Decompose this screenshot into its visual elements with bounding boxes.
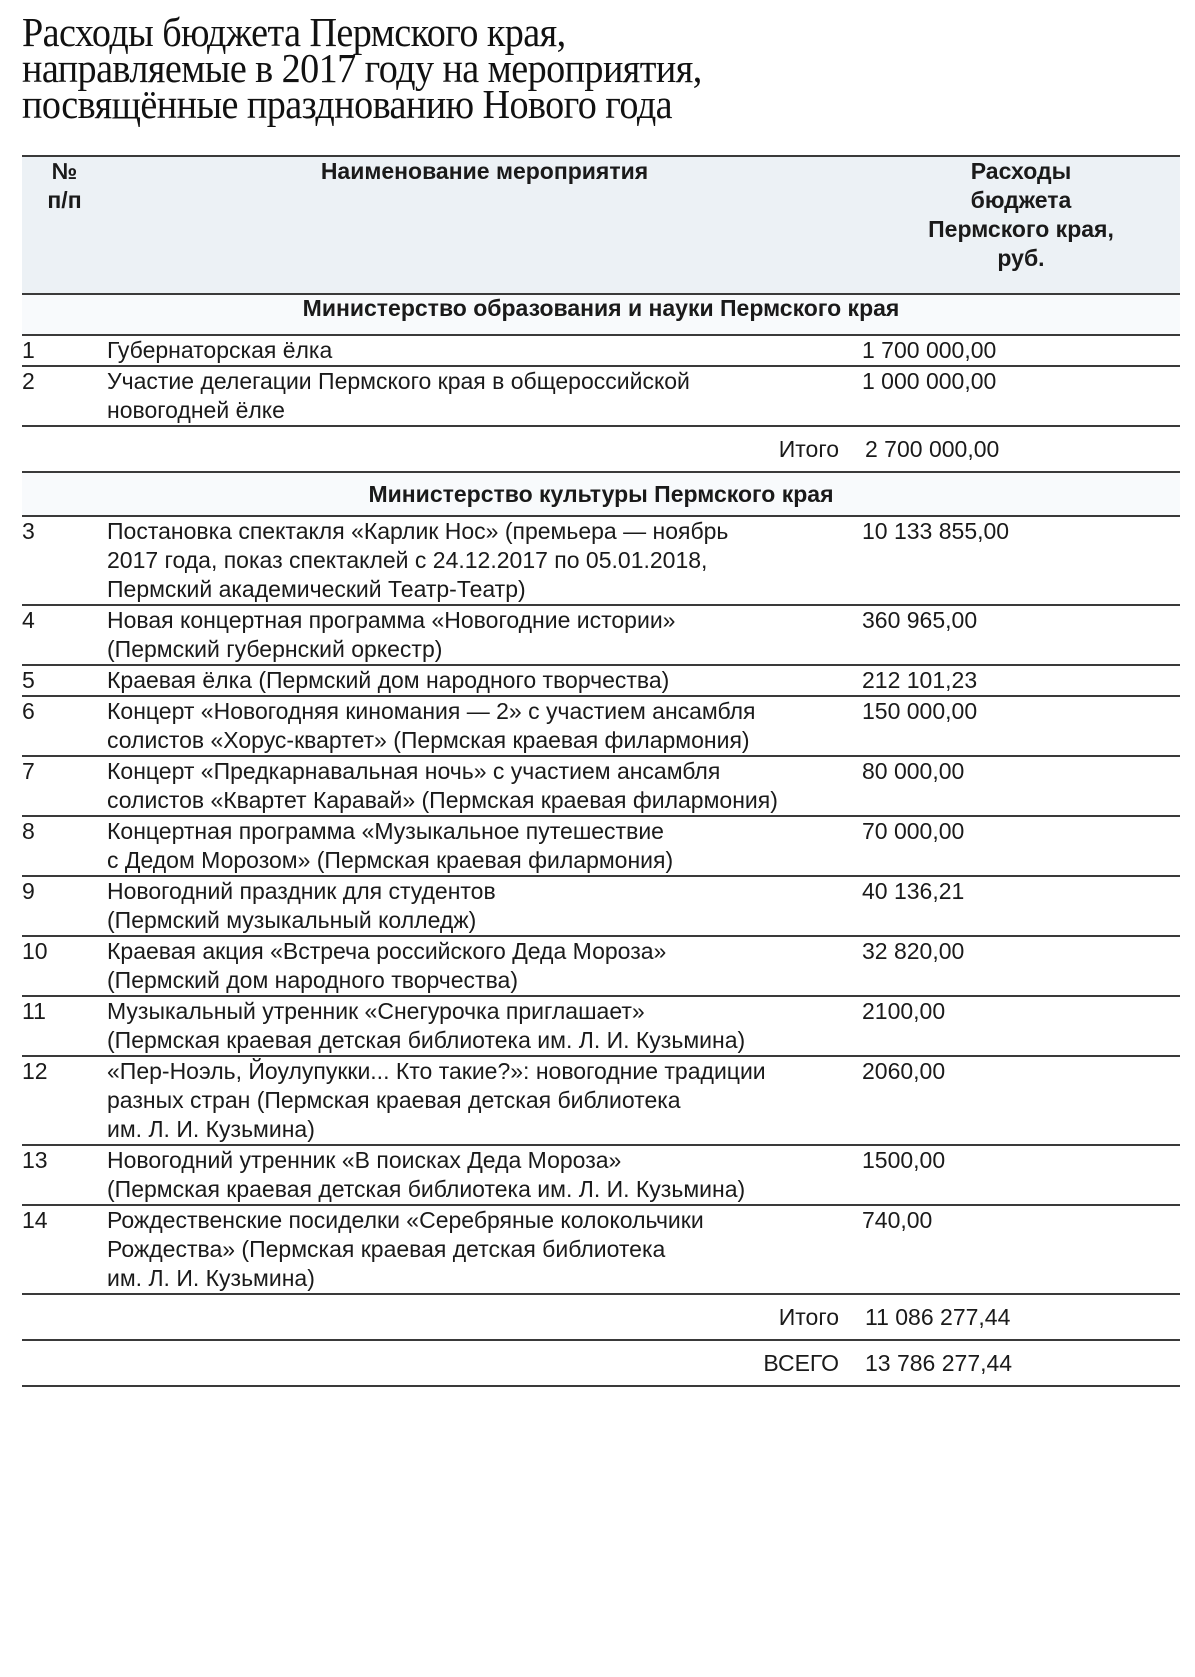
table-row — [22, 1145, 1180, 1205]
row-event-name: Краевая акция «Встреча российского Деда Мороза» (Пермский дом народного творчества) — [107, 936, 862, 996]
grand-total-value: 13 786 277,44 — [862, 1340, 1180, 1386]
subtotal-value: 2 700 000,00 — [862, 426, 1180, 472]
row-amount: 150 000,00 — [862, 696, 1180, 756]
row-amount: 40 136,21 — [862, 876, 1180, 936]
row-number: 4 — [22, 605, 107, 665]
row-amount: 80 000,00 — [862, 756, 1180, 816]
row-event-name: Концерт «Новогодняя киномания — 2» с участием ансамбля солистов «Хорус-квартет» (Пермская краевая филармония) — [107, 696, 862, 756]
row-number: 8 — [22, 816, 107, 876]
row-amount: 1500,00 — [862, 1145, 1180, 1205]
table-row — [22, 1205, 1180, 1294]
row-number: 3 — [22, 516, 107, 605]
row-number: 11 — [22, 996, 107, 1056]
row-number: 14 — [22, 1205, 107, 1294]
row-number: 13 — [22, 1145, 107, 1205]
header-event-name: Наименование мероприятия — [107, 156, 862, 294]
subtotal-row-education — [22, 426, 1180, 472]
section-header-education: Министерство образования и науки Пермского края — [22, 294, 1180, 335]
table-row — [22, 366, 1180, 426]
row-number: 7 — [22, 756, 107, 816]
title-line-2: направляемые в 2017 году на мероприятия, — [22, 45, 702, 91]
row-event-name: Рождественские посиделки «Серебряные колокольчики Рождества» (Пермская краевая детская библиотека им. Л. И. Кузьмина) — [107, 1205, 862, 1294]
row-event-name: Музыкальный утренник «Снегурочка приглашает» (Пермская краевая детская библиотека им. Л. И. Кузьмина) — [107, 996, 862, 1056]
subtotal-value: 11 086 277,44 — [862, 1294, 1180, 1340]
row-event-name: Краевая ёлка (Пермский дом народного творчества) — [107, 665, 862, 696]
table-row — [22, 605, 1180, 665]
row-event-name: Новогодний утренник «В поисках Деда Мороза» (Пермская краевая детская библиотека им. Л. И. Кузьмина) — [107, 1145, 862, 1205]
row-number: 1 — [22, 335, 107, 366]
row-amount: 212 101,23 — [862, 665, 1180, 696]
subtotal-row-culture — [22, 1294, 1180, 1340]
row-amount: 10 133 855,00 — [862, 516, 1180, 605]
row-number: 2 — [22, 366, 107, 426]
row-event-name: Губернаторская ёлка — [107, 335, 862, 366]
table-row — [22, 816, 1180, 876]
section-header-culture: Министерство культуры Пермского края — [22, 472, 1180, 516]
row-event-name: Концертная программа «Музыкальное путешествие с Дедом Морозом» (Пермская краевая филармония) — [107, 816, 862, 876]
grand-total-row — [22, 1340, 1180, 1386]
table-row — [22, 996, 1180, 1056]
subtotal-label: Итого — [22, 426, 862, 472]
table-row — [22, 756, 1180, 816]
table-row — [22, 335, 1180, 366]
row-event-name: Постановка спектакля «Карлик Нос» (премьера — ноябрь 2017 года, показ спектаклей с 24.12.2017 по 05.01.2018, Пермский академический Театр-Театр) — [107, 516, 862, 605]
table-row — [22, 936, 1180, 996]
table-row — [22, 665, 1180, 696]
table-row — [22, 1056, 1180, 1145]
row-amount: 1 700 000,00 — [862, 335, 1180, 366]
row-event-name: «Пер-Ноэль, Йоулупукки... Кто такие?»: новогодние традиции разных стран (Пермская краевая детская библиотека им. Л. И. Кузьмина) — [107, 1056, 862, 1145]
grand-total-label: ВСЕГО — [22, 1340, 862, 1386]
row-event-name: Концерт «Предкарнавальная ночь» с участием ансамбля солистов «Квартет Каравай» (Пермская краевая филармония) — [107, 756, 862, 816]
row-amount: 2060,00 — [862, 1056, 1180, 1145]
row-event-name: Участие делегации Пермского края в общероссийской новогодней ёлке — [107, 366, 862, 426]
page-title — [22, 9, 1092, 127]
row-amount: 70 000,00 — [862, 816, 1180, 876]
row-number: 9 — [22, 876, 107, 936]
title-line-1: Расходы бюджета Пермского края, — [22, 9, 566, 55]
title-line-3: посвящённые празднованию Нового года — [22, 81, 673, 127]
row-number: 5 — [22, 665, 107, 696]
subtotal-label: Итого — [22, 1294, 862, 1340]
budget-table — [22, 155, 1180, 1387]
row-number: 12 — [22, 1056, 107, 1145]
table-row — [22, 516, 1180, 605]
table-header-row — [22, 156, 1180, 294]
row-event-name: Новогодний праздник для студентов (Пермский музыкальный колледж) — [107, 876, 862, 936]
row-amount: 32 820,00 — [862, 936, 1180, 996]
row-amount: 1 000 000,00 — [862, 366, 1180, 426]
row-amount: 360 965,00 — [862, 605, 1180, 665]
row-number: 6 — [22, 696, 107, 756]
header-number: № п/п — [22, 156, 107, 294]
row-amount: 2100,00 — [862, 996, 1180, 1056]
table-row — [22, 696, 1180, 756]
row-event-name: Новая концертная программа «Новогодние истории» (Пермский губернский оркестр) — [107, 605, 862, 665]
row-amount: 740,00 — [862, 1205, 1180, 1294]
row-number: 10 — [22, 936, 107, 996]
header-amount: Расходы бюджета Пермского края, руб. — [862, 156, 1180, 294]
table-row — [22, 876, 1180, 936]
